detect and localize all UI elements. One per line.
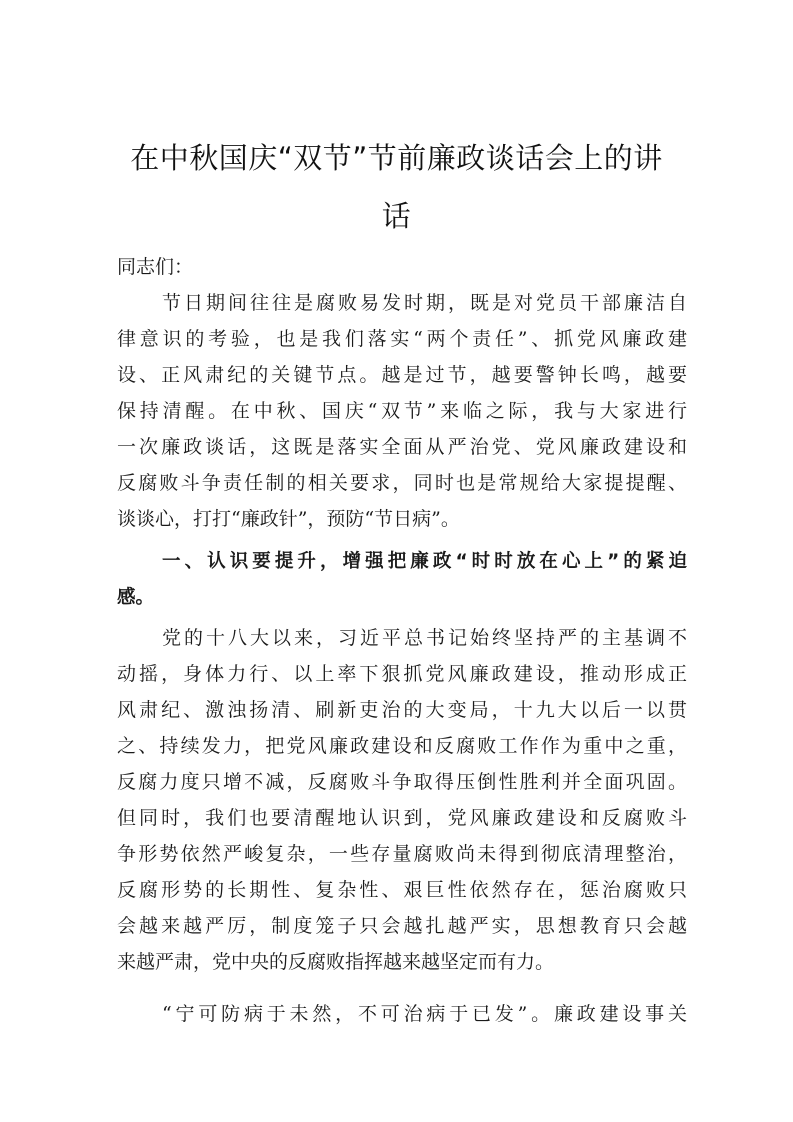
paragraph-line: 风肃纪、激浊扬清、刷新吏治的大变局，十九大以后一以贯 [117, 699, 687, 721]
paragraph-line: 反腐形势的长期性、复杂性、艰巨性依然存在，惩治腐败只 [117, 879, 687, 901]
paragraph-line: “宁可防病于未然，不可治病于已发”。廉政建设事关 [162, 1003, 687, 1025]
paragraph-line: 反腐力度只增不减，反腐败斗争取得压倒性胜利并全面巩固。 [117, 771, 687, 793]
paragraph-line: 但同时，我们也要清醒地认识到，党风廉政建设和反腐败斗 [117, 807, 687, 829]
paragraph-line: 动摇，身体力行、以上率下狠抓党风廉政建设，推动形成正 [117, 663, 687, 685]
section-heading-line: 一、认识要提升，增强把廉政“时时放在心上”的紧迫 [162, 551, 687, 572]
document-title-line-1: 在中秋国庆“双节”节前廉政谈话会上的讲 [130, 141, 663, 175]
salutation: 同志们： [117, 256, 194, 278]
paragraph-line: 争形势依然严峻复杂，一些存量腐败尚未得到彻底清理整治， [117, 843, 687, 865]
paragraph-line: 来越严肃，党中央的反腐败指挥越来越坚定而有力。 [117, 951, 555, 973]
paragraph-line: 谈谈心，打打“廉政针”，预防“节日病”。 [117, 508, 460, 530]
paragraph-line: 保持清醒。在中秋、国庆“双节”来临之际，我与大家进行 [117, 400, 687, 422]
paragraph-line: 党的十八大以来，习近平总书记始终坚持严的主基调不 [162, 627, 687, 649]
paragraph-line: 设、正风肃纪的关键节点。越是过节，越要警钟长鸣，越要 [117, 364, 687, 386]
paragraph-line: 一次廉政谈话，这既是落实全面从严治党、党风廉政建设和 [117, 436, 687, 458]
section-heading-line: 感。 [117, 587, 155, 608]
paragraph-line: 之、持续发力，把党风廉政建设和反腐败工作作为重中之重， [117, 735, 687, 757]
document-title-line-2: 话 [381, 199, 412, 233]
paragraph-line: 反腐败斗争责任制的相关要求，同时也是常规给大家提提醒、 [117, 472, 687, 494]
paragraph-line: 会越来越严厉，制度笼子只会越扎越严实，思想教育只会越 [117, 915, 687, 937]
paragraph-line: 律意识的考验，也是我们落实“两个责任”、抓党风廉政建 [117, 328, 687, 350]
paragraph-line: 节日期间往往是腐败易发时期，既是对党员干部廉洁自 [162, 292, 687, 314]
